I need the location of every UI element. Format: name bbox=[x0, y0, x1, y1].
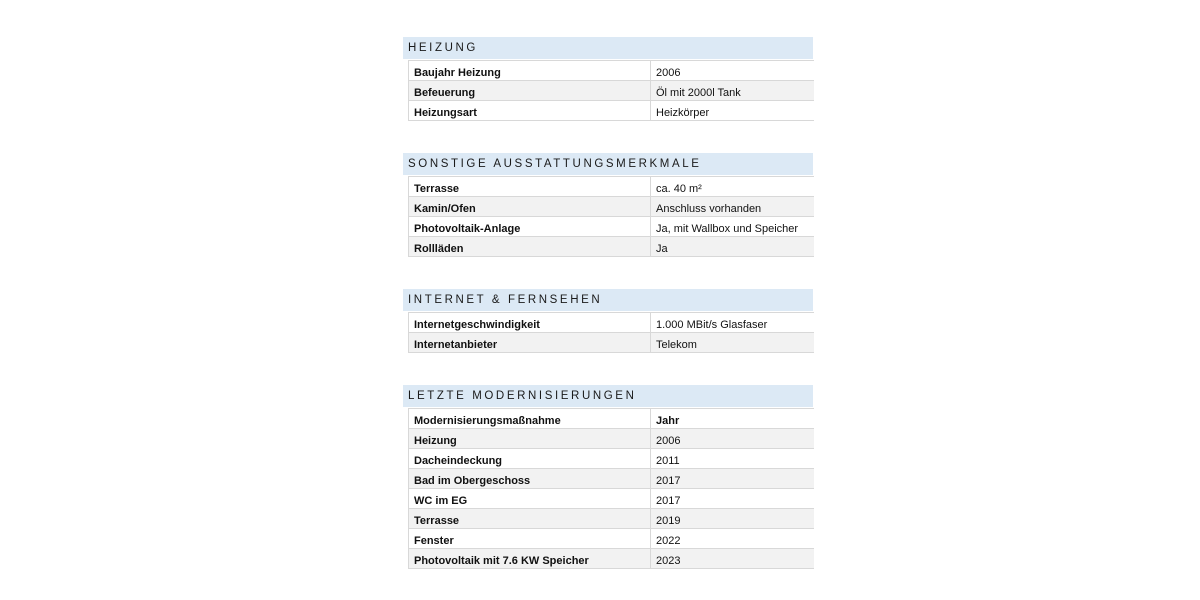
table-row bbox=[409, 429, 814, 449]
row-value: Öl mit 2000l Tank bbox=[656, 87, 741, 99]
table bbox=[408, 176, 814, 257]
table-row bbox=[409, 489, 814, 509]
row-value: Telekom bbox=[656, 339, 697, 351]
row-value: Ja bbox=[656, 243, 668, 255]
row-label: Photovoltaik-Anlage bbox=[409, 217, 651, 236]
table-row bbox=[409, 449, 814, 469]
row-value: 2006 bbox=[656, 435, 681, 447]
row-value: ca. 40 m² bbox=[656, 183, 702, 195]
row-label: Kamin/Ofen bbox=[409, 197, 651, 216]
table-row bbox=[409, 197, 814, 217]
table-row bbox=[409, 333, 814, 353]
row-label: Dacheindeckung bbox=[409, 449, 651, 468]
table-row bbox=[409, 509, 814, 529]
table-row bbox=[409, 237, 814, 257]
row-value: Ja, mit Wallbox und Speicher bbox=[656, 223, 799, 235]
row-label: Heizungsart bbox=[409, 101, 651, 120]
row-label: Bad im Obergeschoss bbox=[409, 469, 651, 488]
row-value: 2023 bbox=[656, 555, 681, 567]
table-row bbox=[409, 529, 814, 549]
table-row bbox=[409, 60, 814, 81]
column-header-year: Jahr bbox=[656, 415, 680, 427]
row-value: Heizkörper bbox=[656, 107, 710, 119]
section-heizung bbox=[403, 37, 813, 121]
row-value: 2011 bbox=[656, 455, 680, 467]
table-row bbox=[409, 312, 814, 333]
section-modernisierungen bbox=[403, 385, 813, 569]
table-row bbox=[409, 217, 814, 237]
table-header-row bbox=[409, 408, 814, 429]
section-title: SONSTIGE AUSSTATTUNGSMERKMALE bbox=[403, 153, 813, 175]
table bbox=[408, 60, 814, 121]
row-label: Terrasse bbox=[409, 177, 651, 196]
section-title: LETZTE MODERNISIERUNGEN bbox=[403, 385, 813, 407]
row-value: 1.000 MBit/s Glasfaser bbox=[656, 319, 768, 331]
table-row bbox=[409, 176, 814, 197]
section-title: INTERNET & FERNSEHEN bbox=[403, 289, 813, 311]
section-internet bbox=[403, 289, 813, 353]
table bbox=[408, 312, 814, 353]
row-value: 2019 bbox=[656, 515, 681, 527]
row-label: Rollläden bbox=[409, 237, 651, 256]
row-label: Internetanbieter bbox=[409, 333, 651, 352]
column-header-measure: Modernisierungsmaßnahme bbox=[409, 409, 651, 428]
row-label: Baujahr Heizung bbox=[409, 61, 651, 80]
table-row bbox=[409, 469, 814, 489]
row-value: 2017 bbox=[656, 495, 681, 507]
row-label: Photovoltaik mit 7.6 KW Speicher bbox=[409, 549, 651, 568]
section-title: HEIZUNG bbox=[403, 37, 813, 59]
row-label: Internetgeschwindigkeit bbox=[409, 313, 651, 332]
row-label: Terrasse bbox=[409, 509, 651, 528]
row-label: Fenster bbox=[409, 529, 651, 548]
row-value: 2017 bbox=[656, 475, 681, 487]
table-row bbox=[409, 549, 814, 569]
row-value: 2022 bbox=[656, 535, 681, 547]
row-label: WC im EG bbox=[409, 489, 651, 508]
row-label: Heizung bbox=[409, 429, 651, 448]
table-row bbox=[409, 101, 814, 121]
row-value: 2006 bbox=[656, 67, 681, 79]
row-value: Anschluss vorhanden bbox=[656, 203, 762, 215]
section-ausstattung bbox=[403, 153, 813, 257]
table-row bbox=[409, 81, 814, 101]
table bbox=[408, 408, 814, 569]
row-label: Befeuerung bbox=[409, 81, 651, 100]
